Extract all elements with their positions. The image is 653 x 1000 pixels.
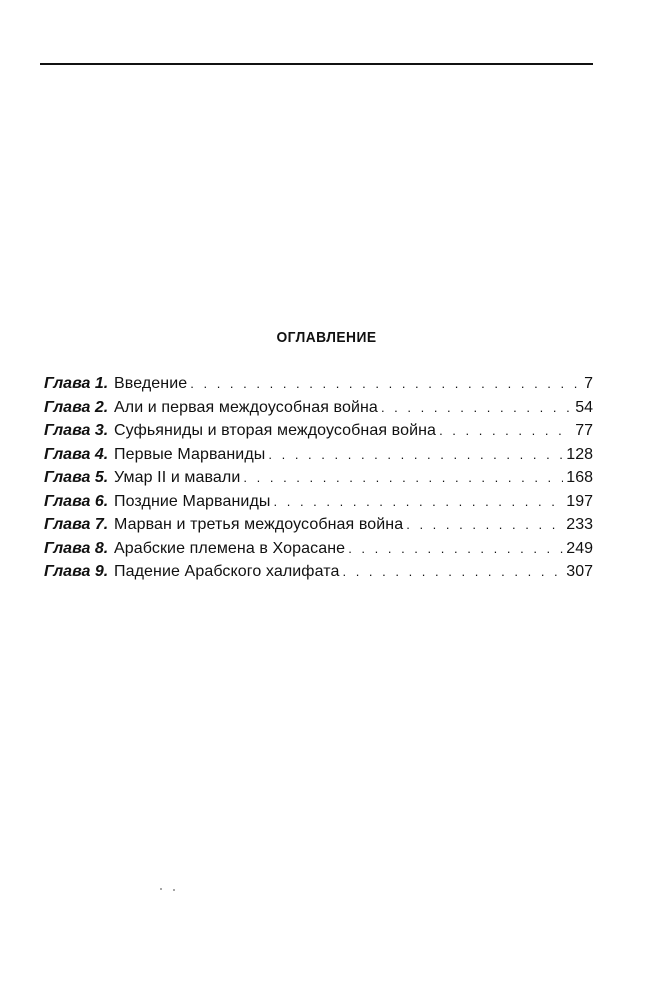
chapter-label: Глава 6. xyxy=(44,492,109,510)
dot-leader xyxy=(348,537,563,561)
chapter-label: Глава 9. xyxy=(44,563,109,580)
chapter-title: Али и первая междоусобная война xyxy=(114,398,378,416)
chapter-label: Глава 1. xyxy=(44,375,109,392)
page-number: 128 xyxy=(566,445,593,463)
chapter-title: Умар II и мавали xyxy=(114,469,241,486)
page-number: 307 xyxy=(566,563,593,580)
toc-entry-6[interactable] xyxy=(44,490,593,514)
chapter-title: Марван и третья междоусобная война xyxy=(114,516,404,533)
dot-leader xyxy=(406,513,563,537)
dot-leader xyxy=(190,372,581,396)
chapter-label: Глава 5. xyxy=(44,469,109,486)
dot-leader xyxy=(243,466,563,490)
dot-leader xyxy=(342,560,563,584)
chapter-title: Арабские племена в Хорасане xyxy=(114,539,346,557)
page-number: 168 xyxy=(566,469,593,486)
page-number: 77 xyxy=(575,422,593,439)
toc-entry-3[interactable] xyxy=(44,419,593,443)
toc-entry-2[interactable] xyxy=(44,396,593,420)
toc-entry-1[interactable] xyxy=(44,372,593,396)
chapter-label: Глава 8. xyxy=(44,539,109,557)
dot-leader xyxy=(268,443,563,467)
top-rule xyxy=(40,63,593,65)
page-number: 233 xyxy=(566,516,593,533)
chapter-label: Глава 7. xyxy=(44,516,109,533)
toc-entry-8[interactable] xyxy=(44,537,593,561)
toc-heading: ОГЛАВЛЕНИЕ xyxy=(276,329,377,346)
chapter-title: Первые Марваниды xyxy=(114,445,266,463)
scan-speck xyxy=(173,889,175,891)
chapter-title: Поздние Марваниды xyxy=(114,492,271,510)
scan-speck xyxy=(160,888,162,890)
dot-leader xyxy=(381,396,572,420)
dot-leader xyxy=(439,419,572,443)
page-number: 249 xyxy=(566,539,593,557)
chapter-title: Суфьяниды и вторая междоусобная война xyxy=(114,422,437,439)
chapter-title: Введение xyxy=(114,375,188,392)
page-number: 197 xyxy=(566,492,593,510)
chapter-label: Глава 4. xyxy=(44,445,109,463)
toc-entry-4[interactable] xyxy=(44,443,593,467)
page-number: 7 xyxy=(584,375,593,392)
chapter-label: Глава 2. xyxy=(44,398,109,416)
toc-entry-7[interactable] xyxy=(44,513,593,537)
page-number: 54 xyxy=(575,398,593,416)
chapter-label: Глава 3. xyxy=(44,422,109,439)
table-of-contents xyxy=(44,372,593,584)
dot-leader xyxy=(274,490,564,514)
toc-entry-5[interactable] xyxy=(44,466,593,490)
chapter-title: Падение Арабского халифата xyxy=(114,563,340,580)
toc-entry-9[interactable] xyxy=(44,560,593,584)
